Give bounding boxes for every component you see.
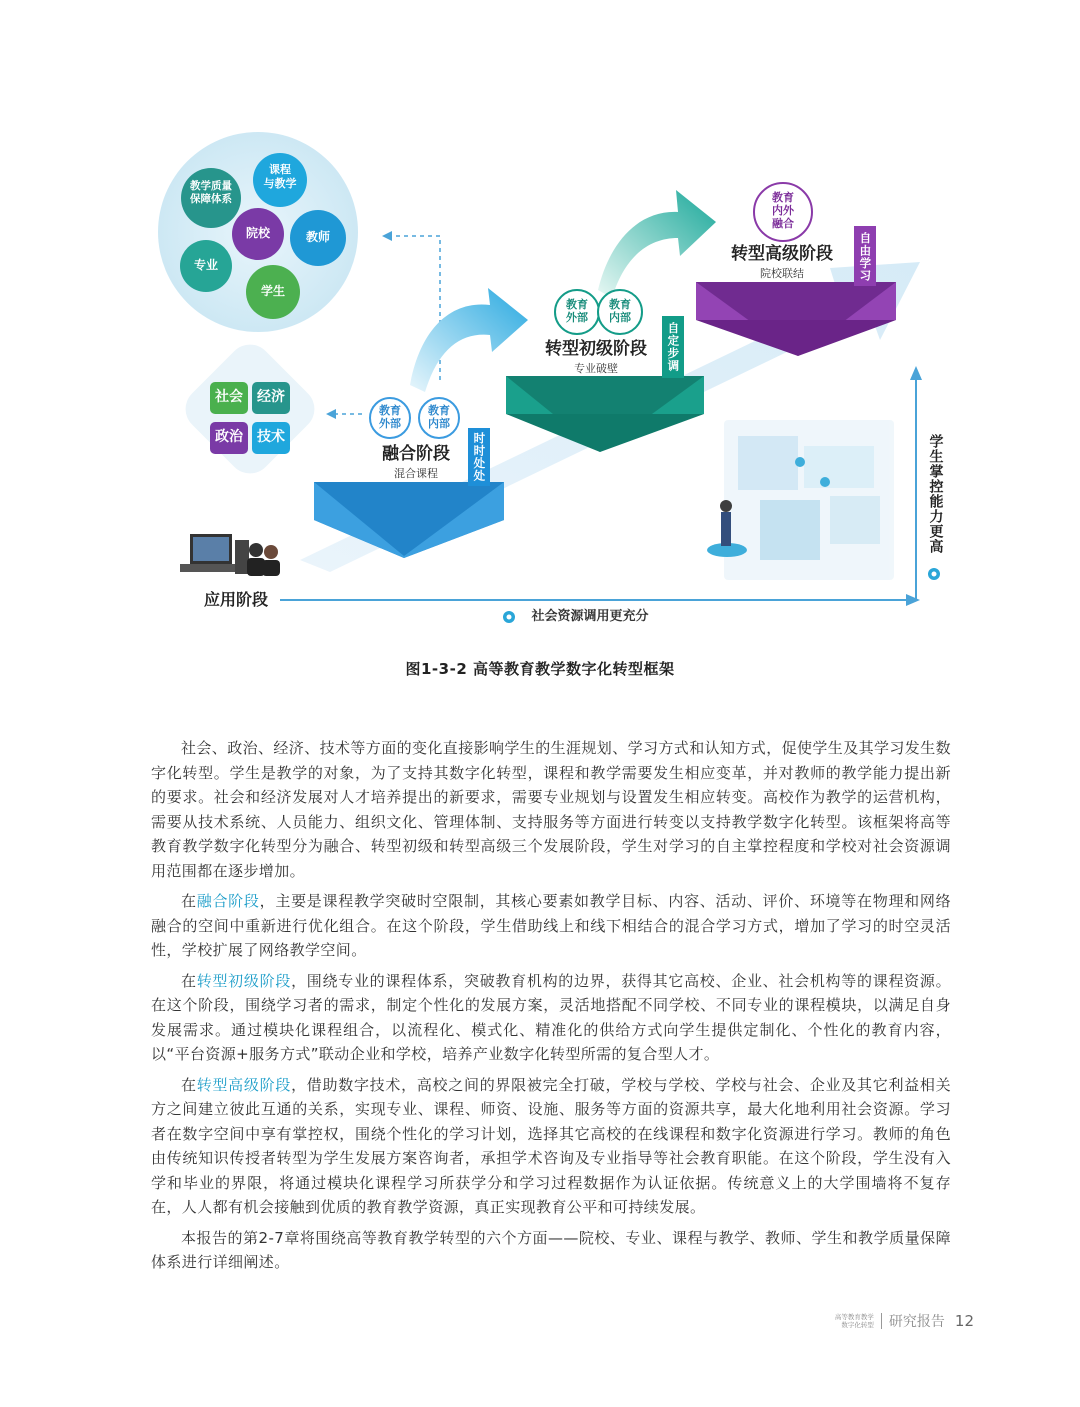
factor-economy-label: 经济 bbox=[257, 389, 285, 405]
paragraph-text: ，主要是课程教学突破时空限制，其核心要素如教学目标、内容、活动、评价、环境等在物理和网络融合的空间中重新进行优化组合。在这个阶段，学生借助线上和线下相结合的混合学习方式，增加了学习的时空灵活性，学校扩展了网络教学空间。 bbox=[151, 892, 952, 959]
paragraph-text: 在 bbox=[181, 1075, 197, 1094]
teacher-label: 教师 bbox=[305, 230, 330, 244]
footer-divider bbox=[881, 1313, 882, 1329]
factor-society-label: 社会 bbox=[215, 389, 243, 405]
stage1-side-label: 时时处处 bbox=[472, 432, 487, 482]
computer-people-icon bbox=[180, 534, 280, 576]
paragraph-text: 在 bbox=[181, 971, 197, 990]
stage3-title: 转型高级阶段 bbox=[731, 244, 833, 264]
paragraph-text: ，借助数字技术，高校之间的界限被完全打破，学校与学校、学校与社会、企业及其它利益相关方之间建立彼此互通的关系，实现专业、课程、师资、设施、服务等方面的资源共享，最大化地利用社会资源。学习者在数字空间中享有掌控权，围绕个性化的学习计划，选择其它高校的在线课程和数字化资源进行学习。教师的角色由传统知识传授者转型为学生发展方案咨询者，承担学术咨询及专业指导等社会教育职能。在这个阶段，学生没有入学和毕业的界限，将通过模块化课程学习所获学分和学习过程数据作为认证依据。传统意义上的大学围墙将不复存在，人人都有机会接触到优质的教育教学资源，真正实现教育公平和可持续发展。 bbox=[151, 1075, 951, 1216]
stage3-subtitle: 院校联结 bbox=[760, 267, 804, 280]
quality-assurance-label: 教学质量 保障体系 bbox=[190, 180, 232, 206]
highlight-term: 转型初级阶段 bbox=[196, 971, 292, 990]
course-teaching-label: 课程 与教学 bbox=[263, 163, 297, 190]
paragraph-text: 本报告的第2-7章将围绕高等教育教学转型的六个方面——院校、专业、课程与教学、教师、学生和教学质量保障体系进行详细阐述。 bbox=[151, 1228, 951, 1271]
stage1-subtitle: 混合课程 bbox=[394, 467, 438, 480]
digital-learning-illustration bbox=[707, 420, 894, 580]
dashed-arrowhead-mid bbox=[326, 409, 336, 419]
paragraph-text: ，围绕专业的课程体系，突破教育机构的边界，获得其它高校、企业、社会机构等的课程资源。在这个阶段，围绕学习者的需求，制定个性化的发展方案，灵活地搭配不同学校、不同专业的课程模块，以满足自身发展需求。通过模块化课程组合，以流程化、模式化、精准化的供给方式向学生提供定制化、个性化的教育内容，以“平台资源+服务方式”联动企业和学校，培养产业数字化转型所需的复合型人才。 bbox=[151, 971, 951, 1063]
paragraph-outline bbox=[151, 1226, 951, 1275]
x-axis-label: 社会资源调用更充分 bbox=[531, 609, 649, 624]
factor-politics-label: 政治 bbox=[215, 429, 243, 445]
page-number: 12 bbox=[954, 1312, 974, 1330]
stage2-title: 转型初级阶段 bbox=[545, 339, 647, 359]
paragraph-stage1 bbox=[151, 889, 951, 963]
figure-caption: 图1-3-2 高等教育教学数字化转型框架 bbox=[405, 660, 675, 678]
stage3-block-under bbox=[696, 320, 896, 356]
page-footer bbox=[830, 1311, 974, 1331]
factor-technology-label: 技术 bbox=[257, 429, 285, 445]
x-axis-arrowhead bbox=[906, 594, 920, 606]
application-stage-label: 应用阶段 bbox=[203, 590, 268, 609]
major-label: 专业 bbox=[193, 258, 218, 272]
stage2-side-label: 自定步调 bbox=[666, 322, 681, 372]
student-label: 学生 bbox=[260, 284, 285, 298]
paragraph-intro bbox=[151, 736, 951, 883]
stage2-circle-outer-label: 教育 外部 bbox=[566, 298, 588, 325]
stage1-circle-inner-label: 教育 内部 bbox=[428, 404, 450, 431]
dashed-arrowhead-top bbox=[382, 231, 392, 241]
x-axis-dot-inner bbox=[507, 615, 512, 620]
factors-diamond bbox=[176, 335, 323, 482]
footer-title: 研究报告 bbox=[888, 1314, 945, 1330]
y-axis-label: 学生掌控能力更高 bbox=[927, 434, 944, 554]
y-axis-dot-inner bbox=[932, 572, 937, 577]
paragraph-stage2 bbox=[151, 969, 951, 1067]
stage1-title: 融合阶段 bbox=[382, 444, 450, 464]
stage3-side-label: 自由学习 bbox=[858, 232, 873, 282]
stage2-block-under bbox=[506, 414, 704, 452]
institution-label: 院校 bbox=[245, 226, 270, 240]
stage1-circle-outer-label: 教育 外部 bbox=[379, 404, 401, 431]
y-axis-arrowhead bbox=[910, 366, 922, 380]
stage2-subtitle: 专业破壁 bbox=[574, 362, 618, 375]
highlight-term: 融合阶段 bbox=[196, 892, 260, 910]
footer-report-name: 高等教育教学 数字化转型 bbox=[834, 1313, 874, 1329]
paragraph-text: 社会、政治、经济、技术等方面的变化直接影响学生的生涯规划、学习方式和认知方式，促使学生及其学习发生数字化转型。学生是教学的对象，为了支持其数字化转型，课程和教学需要发生相应变革，并对教师的教学能力提出新的要求。社会和经济发展对人才培养提出的新要求，需要专业规划与设置发生相应转变。高校作为教学的运营机构，需要从技术系统、人员能力、组织文化、管理体制、支持服务等方面进行转变以支持教学数字化转型。该框架将高等教育教学数字化转型分为融合、转型初级和转型高级三个发展阶段，学生对学习的自主掌控程度和学校对社会资源调用范围都在逐步增加。 bbox=[151, 739, 952, 880]
stage2-circle-inner-label: 教育 内部 bbox=[609, 298, 631, 325]
curved-arrow-2 bbox=[598, 190, 716, 298]
paragraph-stage3 bbox=[151, 1073, 951, 1220]
paragraph-text: 在 bbox=[181, 892, 197, 910]
body-text bbox=[151, 736, 951, 1281]
stage3-circle-label: 教育 内外 融合 bbox=[772, 191, 794, 231]
highlight-term: 转型高级阶段 bbox=[196, 1075, 292, 1094]
